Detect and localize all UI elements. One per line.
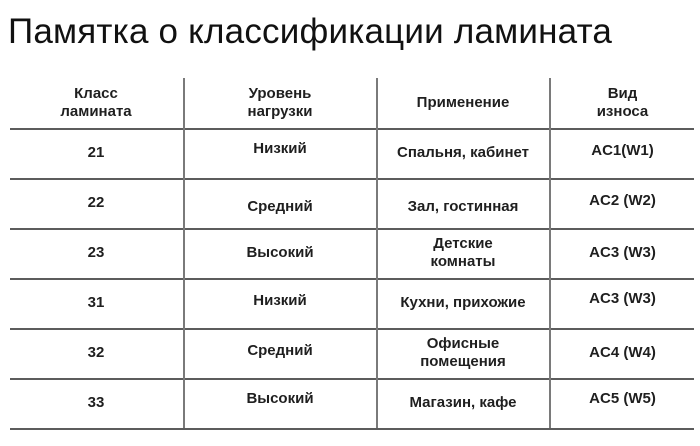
column-application-cell: Детские комнаты xyxy=(430,235,496,270)
table-row xyxy=(10,328,694,378)
table-bottom-border xyxy=(10,428,694,430)
column-divider xyxy=(183,78,185,428)
column-laminate-class-cell: 31 xyxy=(87,294,105,311)
column-wear-type-cell: AC1(W1) xyxy=(591,142,654,159)
table-row xyxy=(10,378,694,428)
column-wear-type-cell: AC2 (W2) xyxy=(589,192,656,209)
column-divider xyxy=(376,78,378,428)
row-divider xyxy=(10,128,694,130)
header-column-wear-type: Вид износа xyxy=(596,85,649,120)
column-wear-type-cell: AC4 (W4) xyxy=(589,344,656,361)
column-laminate-class-cell: 33 xyxy=(87,394,105,411)
row-divider xyxy=(10,228,694,230)
column-laminate-class-cell: 22 xyxy=(87,194,105,211)
column-wear-type-cell: AC3 (W3) xyxy=(589,244,656,261)
column-load-level-cell: Высокий xyxy=(246,390,314,407)
table-row xyxy=(10,178,694,228)
row-divider xyxy=(10,178,694,180)
column-load-level-cell: Низкий xyxy=(253,140,307,157)
header-column-application: Применение xyxy=(416,94,510,111)
column-wear-type-cell: AC5 (W5) xyxy=(589,390,656,407)
table-row xyxy=(10,128,694,178)
page-title: Памятка о классификации ламината xyxy=(8,12,613,51)
column-wear-type-cell: AC3 (W3) xyxy=(589,290,656,307)
column-application-cell: Магазин, кафе xyxy=(409,394,517,411)
row-divider xyxy=(10,378,694,380)
column-application-cell: Зал, гостинная xyxy=(407,198,519,215)
column-application-cell: Спальня, кабинет xyxy=(396,144,530,161)
column-application-cell: Офисные помещения xyxy=(420,335,506,370)
column-application-cell: Кухни, прихожие xyxy=(400,294,526,311)
row-divider xyxy=(10,328,694,330)
column-load-level-cell: Средний xyxy=(247,198,313,215)
laminate-classification-table xyxy=(10,78,694,430)
column-laminate-class-cell: 21 xyxy=(87,144,105,161)
column-laminate-class-cell: 23 xyxy=(87,244,105,261)
column-divider xyxy=(549,78,551,428)
header-column-load-level: Уровень нагрузки xyxy=(247,85,313,120)
column-load-level-cell: Низкий xyxy=(253,292,307,309)
column-load-level-cell: Высокий xyxy=(246,244,314,261)
row-divider xyxy=(10,278,694,280)
header-column-laminate-class: Класс ламината xyxy=(60,85,132,120)
column-laminate-class-cell: 32 xyxy=(87,344,105,361)
table-row xyxy=(10,228,694,278)
table-row xyxy=(10,278,694,328)
column-load-level-cell: Средний xyxy=(247,342,313,359)
